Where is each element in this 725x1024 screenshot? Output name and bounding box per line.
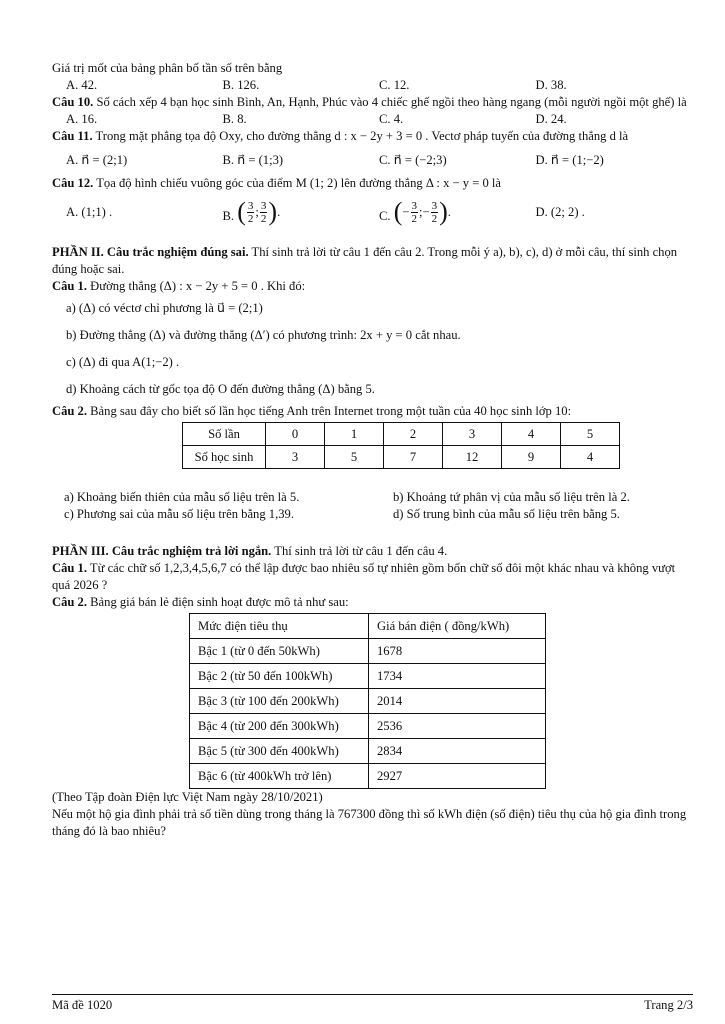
- table-row: [190, 689, 546, 714]
- frequency-table: [182, 422, 620, 469]
- question-text: Tọa độ hình chiếu vuông góc của điểm M (1; 2) lên đường thẳng Δ : x − y = 0 là: [96, 176, 502, 190]
- part3-question-1: [52, 560, 692, 594]
- option-c: C. ( − 3 2 ;− 3 2 ) .: [379, 197, 451, 226]
- question-text: Bảng giá bán lẻ điện sinh hoạt được mô tả như sau:: [90, 595, 349, 609]
- table-row: [190, 739, 546, 764]
- option-d: D. 24.: [535, 112, 567, 126]
- table-cell: 9: [502, 446, 561, 469]
- option-c: C. 4.: [379, 112, 404, 126]
- question-label: Câu 2.: [52, 404, 87, 418]
- option-d: D. 38.: [535, 78, 567, 92]
- table-cell: 3: [443, 423, 502, 446]
- question-label: Câu 1.: [52, 561, 87, 575]
- option-a: A. (1;1) .: [66, 204, 113, 219]
- table-cell: Bậc 4 (từ 200 đến 300kWh): [190, 714, 369, 739]
- table-cell: Bậc 6 (từ 400kWh trở lên): [190, 764, 369, 789]
- table-cell: Bậc 3 (từ 100 đến 200kWh): [190, 689, 369, 714]
- part2-question-2: [52, 403, 692, 420]
- option-d: D. (2; 2) .: [535, 204, 585, 219]
- intro-line: Giá trị mốt của bảng phân bố tần số trên bằng: [52, 61, 283, 75]
- question-label: Câu 11.: [52, 129, 93, 143]
- question-12: [52, 175, 692, 192]
- part3-heading: PHẦN III. Câu trắc nghiệm trả lời ngắn. Thí sinh trả lời từ câu 1 đến câu 4.: [52, 544, 448, 558]
- question-11: [52, 128, 692, 145]
- table-cell: 4: [502, 423, 561, 446]
- part2-heading: PHẦN II. Câu trắc nghiệm đúng sai. Thí sinh trả lời từ câu 1 đến câu 2. Trong mỗi ý a), b), c), d) ở mỗi câu, thí sinh chọn đúng hoặc sai.: [52, 245, 678, 276]
- question-text: Bảng sau đây cho biết số lần học tiếng Anh trên Internet trong một tuần của 40 học sinh lớp 10:: [90, 404, 572, 418]
- table-cell: Bậc 2 (từ 50 đến 100kWh): [190, 664, 369, 689]
- electricity-price-table: [189, 613, 546, 789]
- table-cell: Số lần: [183, 423, 266, 446]
- statement-d: d) Khoảng cách từ gốc tọa độ O đến đường thẳng (Δ) bằng 5.: [66, 382, 375, 396]
- question-text: Từ các chữ số 1,2,3,4,5,6,7 có thể lập được bao nhiêu số tự nhiên gồm bốn chữ số đôi một khác nhau và không vượt quá 2026 ?: [52, 561, 676, 592]
- question-10: [52, 94, 692, 111]
- option-c: C. 12.: [379, 78, 410, 92]
- option-b: B. n⃗ = (1;3): [222, 152, 284, 167]
- statement-c: c) (Δ) đi qua A(1;−2) .: [66, 355, 180, 369]
- table-row: [183, 423, 620, 446]
- table-cell: Số học sinh: [183, 446, 266, 469]
- part3-question-2: [52, 594, 692, 611]
- option-a: A. 16.: [66, 112, 98, 126]
- table-cell: 4: [561, 446, 620, 469]
- option-c: C. n⃗ = (−2;3): [379, 152, 447, 167]
- question-text: Trong mặt phẳng tọa độ Oxy, cho đường thẳng d : x − 2y + 3 = 0 . Vectơ pháp tuyến của đường thẳng d là: [95, 129, 629, 143]
- table-row: [190, 764, 546, 789]
- statement-a: a) (Δ) có véctơ chỉ phương là u⃗ = (2;1): [66, 301, 263, 315]
- table-cell: 1734: [369, 664, 546, 689]
- table-header: Mức điện tiêu thụ: [190, 614, 369, 639]
- part3-question-2-text: Nếu một hộ gia đình phải trả số tiền dùng trong tháng là 767300 đồng thì số kWh điện (số điện) tiêu thụ của hộ gia đình trong tháng đó là bao nhiêu?: [52, 807, 687, 838]
- table-row: [190, 639, 546, 664]
- table-cell: Bậc 5 (từ 300 đến 400kWh): [190, 739, 369, 764]
- table-header: Giá bán điện ( đồng/kWh): [369, 614, 546, 639]
- question-text: Đường thẳng (Δ) : x − 2y + 5 = 0 . Khi đó:: [90, 279, 306, 293]
- question-label: Câu 10.: [52, 95, 94, 109]
- table-cell: 1: [325, 423, 384, 446]
- table-row: [190, 714, 546, 739]
- table-row: [183, 446, 620, 469]
- exam-page: [52, 60, 692, 840]
- statement-d: d) Số trung bình của mẫu số liệu trên bằng 5.: [392, 507, 620, 521]
- question-label: Câu 12.: [52, 176, 94, 190]
- table-cell: 1678: [369, 639, 546, 664]
- q12-options: [66, 192, 692, 232]
- page-number: Trang 2/3: [644, 998, 693, 1012]
- option-b: B. 126.: [222, 78, 260, 92]
- table-cell: 2834: [369, 739, 546, 764]
- source-note: (Theo Tập đoàn Điện lực Việt Nam ngày 28/10/2021): [52, 790, 323, 804]
- question-label: Câu 1.: [52, 279, 87, 293]
- table-cell: 5: [561, 423, 620, 446]
- option-b: B. ( 3 2 ; 3 2 ) .: [222, 197, 281, 226]
- table-cell: 3: [266, 446, 325, 469]
- option-b: B. 8.: [222, 112, 247, 126]
- table-cell: 2927: [369, 764, 546, 789]
- table-cell: 7: [384, 446, 443, 469]
- part2-question-1: [52, 278, 692, 295]
- exam-code: Mã đề 1020: [52, 998, 113, 1012]
- question-text: Số cách xếp 4 bạn học sinh Bình, An, Hạnh, Phúc vào 4 chiếc ghế ngồi theo hàng ngang (mỗi người ngồi một ghế) là: [96, 95, 687, 109]
- statement-a: a) Khoảng biến thiên của mẫu số liệu trên là 5.: [64, 490, 300, 504]
- table-cell: 12: [443, 446, 502, 469]
- question-label: Câu 2.: [52, 595, 87, 609]
- option-d: D. n⃗ = (1;−2): [535, 152, 604, 167]
- q2-statements-row1: [64, 489, 692, 506]
- table-cell: 2: [384, 423, 443, 446]
- statement-c: c) Phương sai của mẫu số liệu trên bằng 1,39.: [64, 507, 294, 521]
- table-cell: 2014: [369, 689, 546, 714]
- q2-statements-row2: [64, 506, 692, 523]
- table-row: [190, 664, 546, 689]
- q11-options: [66, 145, 692, 175]
- q10-options: [66, 111, 692, 128]
- table-cell: Bậc 1 (từ 0 đến 50kWh): [190, 639, 369, 664]
- statement-b: b) Khoảng tứ phân vị của mẫu số liệu trên là 2.: [392, 490, 630, 504]
- option-a: A. 42.: [66, 78, 98, 92]
- q9-options: [66, 77, 692, 94]
- table-header-row: [190, 614, 546, 639]
- statement-b: b) Đường thẳng (Δ) và đường thẳng (Δ′) có phương trình: 2x + y = 0 cắt nhau.: [66, 328, 461, 342]
- table-cell: 0: [266, 423, 325, 446]
- page-footer: [52, 994, 693, 1014]
- option-a: A. n⃗ = (2;1): [66, 152, 128, 167]
- table-cell: 2536: [369, 714, 546, 739]
- table-cell: 5: [325, 446, 384, 469]
